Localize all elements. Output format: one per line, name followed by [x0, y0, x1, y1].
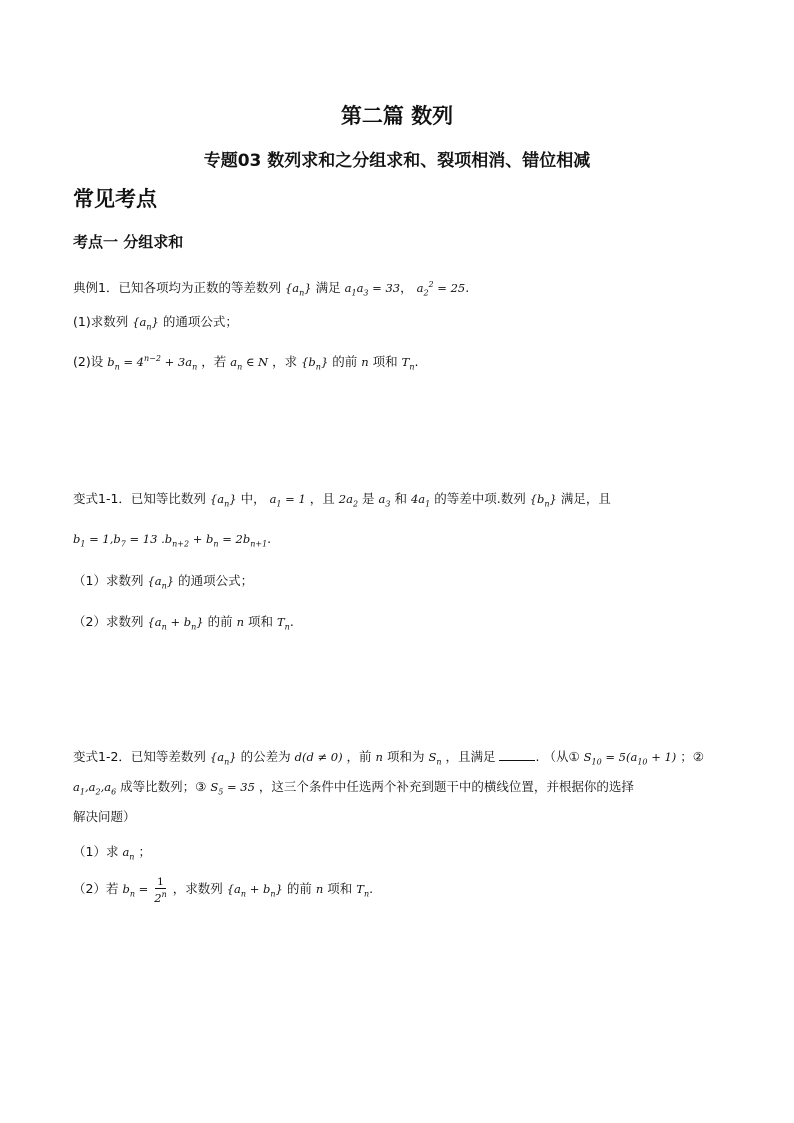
v11-mid5: 的等差中项.数列: [434, 491, 526, 506]
v12-mid5: （从①: [543, 749, 580, 764]
math-fraction-1-over-2n: $\frac{1}{2^n}$: [154, 875, 167, 905]
v11-mid2: ，且: [309, 491, 335, 506]
v11-q1-prefix: （1）求数列: [73, 573, 144, 588]
part-title: 第二篇 数列: [340, 104, 454, 128]
math-S5: $S_5 = 35$: [210, 780, 255, 797]
q2-mid2: ，求: [272, 353, 298, 369]
q1-prefix: (1)求数列: [73, 314, 129, 329]
variant12-stem-line2: [73, 778, 634, 801]
v11-intro: 变式1-1．已知等比数列: [73, 491, 206, 506]
point-heading: 考点一 分组求和: [73, 233, 184, 251]
math-4a1: $4a_1$: [410, 492, 431, 509]
v12-mid2: ，前: [346, 749, 372, 764]
v12-mid6: ；②: [680, 749, 704, 764]
v12-q1-prefix: （1）求: [73, 844, 119, 859]
math-b-conditions: $b_1 = 1,b_7 = 13$ $.b_{n+2} + b_n = 2b_{n+1}$: [73, 532, 268, 549]
example1-cond: 满足: [315, 279, 341, 295]
math-n: n: [361, 354, 369, 369]
math-bn: $b_n$ =: [122, 882, 149, 899]
v11-q2-prefix: （2）求数列: [73, 614, 144, 629]
variant11-q1: [73, 572, 253, 595]
math-Tn: $T_n$: [276, 615, 290, 632]
math-eq2: $a_2^2 = 25$: [416, 280, 466, 298]
v12-mid3: 项和为: [386, 749, 425, 764]
math-seq-an: $\{a_n\}$: [132, 315, 159, 332]
example1-intro: 典例1．已知各项均为正数的等差数列: [73, 279, 281, 295]
v12-q2-suffix: 的前: [286, 881, 312, 896]
math-seq-an: $\{a_n\}$: [209, 492, 237, 509]
v11-q1-suffix: 的通项公式；: [178, 573, 254, 588]
q1-suffix: 的通项公式；: [162, 314, 238, 329]
math-S10: $S_{10} = 5(a_{10} + 1)$: [583, 750, 677, 767]
variant11-stem-line2: $b_1 = 1,b_7 = 13$ $.b_{n+2} + b_n = 2b_{n+1}$.: [73, 531, 272, 549]
v12-line2-mid: 成等比数列；③: [120, 779, 207, 794]
variant12-stem-line3: 解决问题）: [73, 809, 136, 824]
math-seq-an: $\{a_n\}$: [147, 574, 175, 591]
q2-prefix: (2)设: [73, 353, 104, 369]
variant11-q2: （2）求数列 $\{a_n + b_n\}$ 的前 n 项和 $T_n$.: [73, 614, 294, 632]
math-n: n: [236, 615, 244, 629]
v11-q2-end: 项和: [247, 614, 273, 629]
v12-q2-end: 项和: [327, 881, 353, 896]
v11-mid4: 和: [394, 491, 407, 506]
math-seq-an: $\{a_n\}$: [209, 750, 237, 767]
math-a1: $a_1 = 1$: [269, 492, 306, 509]
variant12-stem: 变式1-2．已知等差数列 $\{a_n\}$ 的公差为 d(d ≠ 0) ，前 n 项和为 $S_n$ ，且满足 . （从① $S_{10} = 5(a_{10} + 1)$ ；②: [73, 749, 704, 767]
section-heading: 常见考点: [73, 187, 157, 211]
math-a3: $a_3$: [378, 492, 391, 509]
topic-title: 专题03 数列求和之分组求和、裂项相消、错位相减: [203, 151, 591, 171]
v12-q2-mid: ，求数列: [172, 881, 223, 896]
variant12-q2: （2）若 $b_n$ = $\frac{1}{2^n}$ ，求数列 $\{a_n + b_n\}$ 的前 n 项和 $T_n$.: [73, 875, 374, 905]
v12-intro: 变式1-2．已知等差数列: [73, 749, 206, 764]
example1-q1: [73, 313, 238, 336]
math-n: n: [375, 750, 383, 764]
math-bn-def: $b_n = 4^{n-2} + 3a_n$: [107, 354, 198, 372]
math-n: n: [315, 882, 324, 896]
v11-q2-suffix: 的前: [207, 614, 233, 629]
v12-q2-prefix: （2）若: [73, 881, 119, 896]
math-a1a2a6: $a_1,a_2,a_6$: [73, 780, 117, 797]
v11-mid1: 中，: [240, 491, 266, 506]
variant12-q1: [73, 843, 151, 866]
math-Tn: $T_n$: [356, 882, 370, 899]
fill-in-blank: [499, 748, 535, 761]
q2-end: 项和: [372, 353, 398, 369]
q2-suffix: 的前: [332, 353, 358, 369]
math-eq1: $a_1a_3 = 33$: [344, 280, 401, 298]
v12-mid4: ，且满足: [445, 749, 496, 764]
example1-stem: 典例1．已知各项均为正数的等差数列 $\{a_n\}$ 满足 $a_1a_3 = 33$， $a_2^2 = 25$.: [73, 279, 470, 298]
math-2a2: $2a_2$: [338, 492, 359, 509]
v12-mid1: 的公差为: [240, 749, 291, 764]
example1-q2: (2)设 $b_n = 4^{n-2} + 3a_n$ ，若 $a_n$ ∈ N ，求 $\{b_n\}$ 的前 n 项和 $T_n$.: [73, 353, 419, 372]
v11-mid3: 是: [362, 491, 375, 506]
math-seq-an: $\{a_n\}$: [284, 280, 312, 298]
v12-q1-suffix: ；: [138, 844, 151, 859]
math-seq-bn: $\{b_n\}$: [301, 354, 329, 372]
v11-mid6: 满足，且: [560, 491, 611, 506]
math-d: d(d ≠ 0): [294, 750, 343, 764]
math-seq-bn: $\{b_n\}$: [529, 492, 557, 509]
math-seq-an-bn: $\{a_n + b_n\}$: [147, 615, 204, 632]
math-Sn: $S_n$: [428, 750, 442, 767]
math-seq-an-bn: $\{a_n + b_n\}$: [226, 882, 283, 899]
math-an-in-N: $a_n$ ∈ N: [230, 354, 269, 372]
math-an: $a_n$: [122, 845, 135, 862]
variant11-stem: [73, 490, 611, 513]
v12-line2-end: ，这三个条件中任选两个补充到题干中的横线位置，并根据你的选择: [258, 779, 634, 794]
math-Tn: $T_n$: [401, 354, 415, 372]
q2-mid: ，若: [201, 353, 227, 369]
